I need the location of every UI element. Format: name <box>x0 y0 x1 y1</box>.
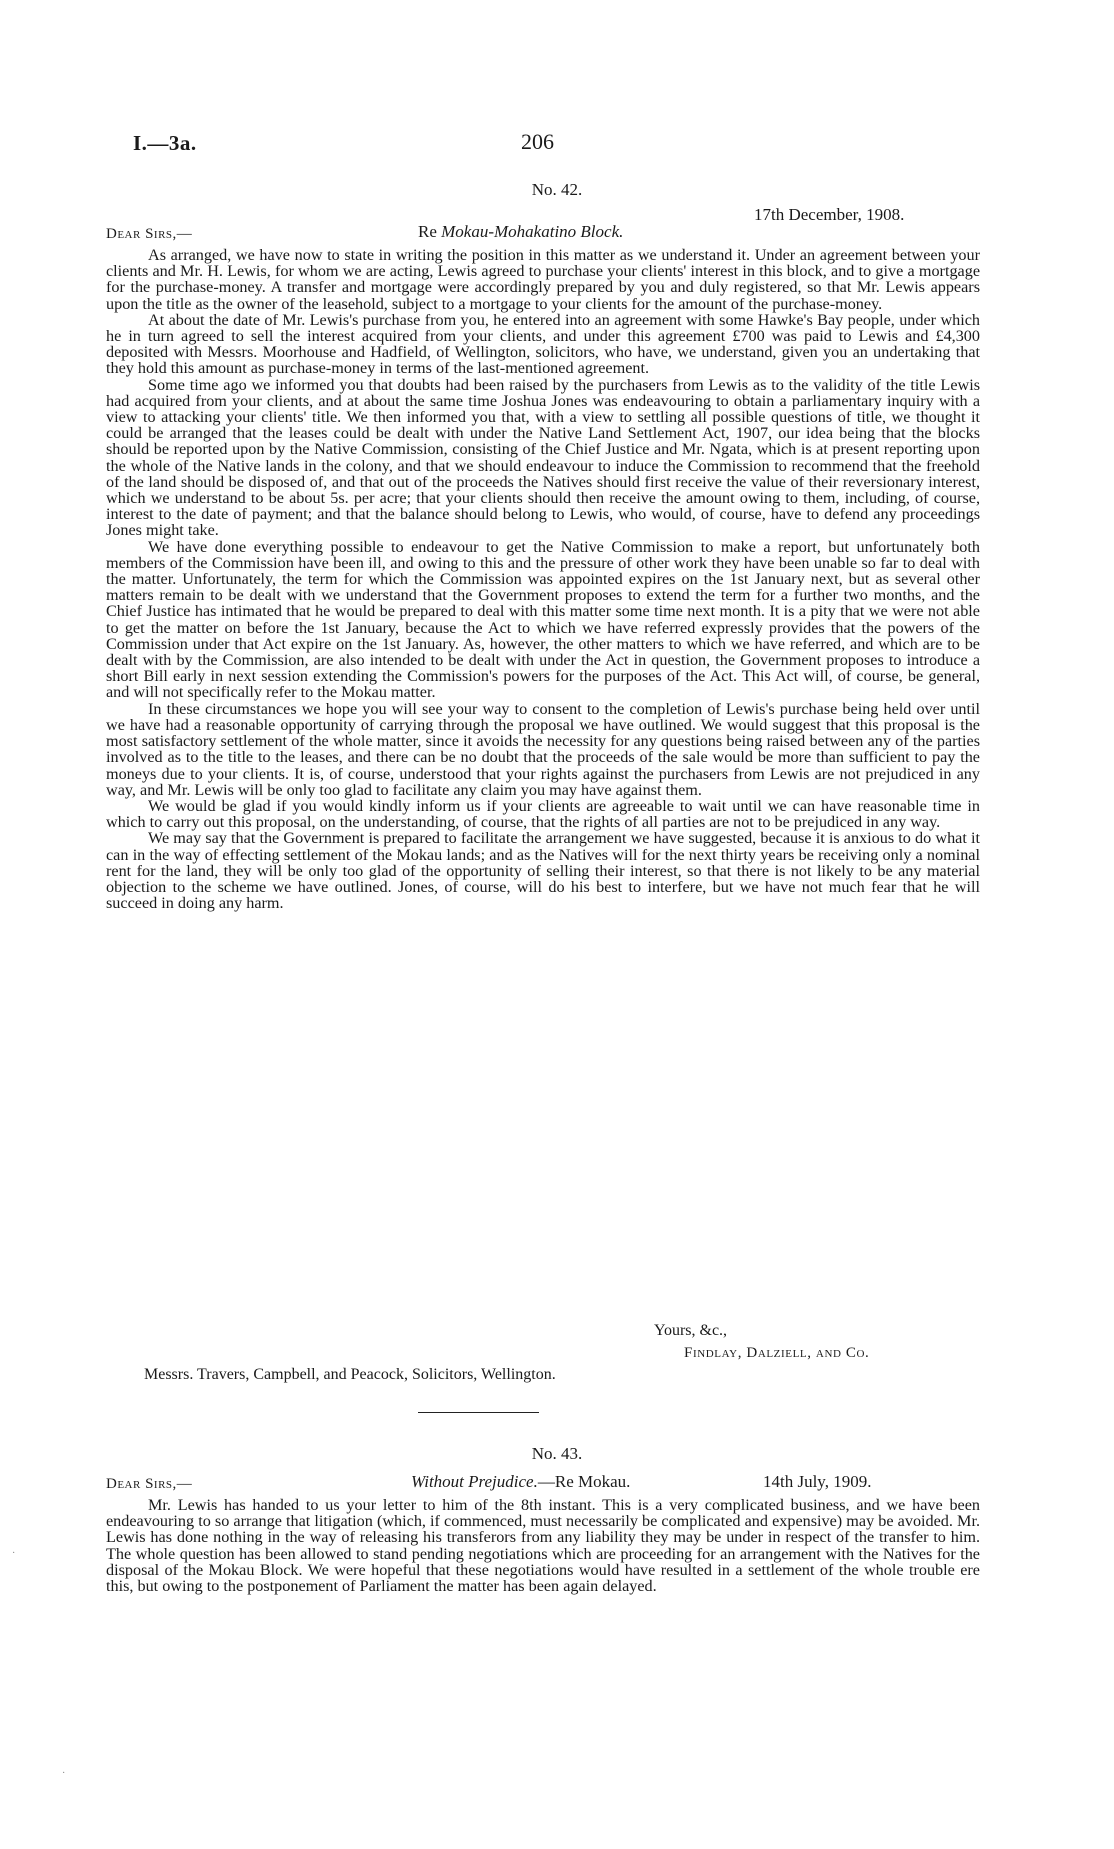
salutation: Dear Sirs,— <box>106 1476 193 1492</box>
letter-number: No. 42. <box>531 180 583 199</box>
paragraph: We have done everything possible to endeavour to get the Native Commission to make a report, but unfortunately both members of the Commission have been ill, and owing to this and the pressure of other work they have been unable so far to deal with the matter. Unfortunately, the term for which the Commission was appointed expires on the 1st January next, but as several other matters remain to be dealt with we understand that the Government proposes to extend the term for a further two months, and the Chief Justice has intimated that he would be prepared to deal with this matter some time next month. It is a pity that we were not able to get the matter on before the 1st January, because the Act to which we have referred expressly provides that the powers of the Commission under that Act expire on the 1st January. As, however, the other matters to which we have referred, and which are to be dealt with by the Commission, are also intended to be dealt with under the Act in question, the Government proposes to introduce a short Bill early in next session extending the Commission's powers for the purposes of the Act. This Act will, of course, be general, and will not specifically refer to the Mokau matter. <box>106 537 980 702</box>
paragraph: At about the date of Mr. Lewis's purchase from you, he entered into an agreement with some Hawke's Bay people, under which he in turn agreed to sell the interest acquired from your clients, and under this agreement £700 was paid to Lewis and £4,300 deposited with Messrs. Moorhouse and Hadfield, of Wellington, solicitors, who have, we understand, given you an undertaking that they hold this amount as purchase-money in terms of the last-mentioned agreement. <box>106 310 980 378</box>
subject-name: —Re Mokau. <box>537 1472 631 1491</box>
section-divider <box>418 1412 539 1413</box>
paragraph: We may say that the Government is prepared to facilitate the arrangement we have suggested, because it is anxious to do what it can in the way of effecting settlement of the Mokau lands; and as the Natives will for the next thirty years be receiving only a nominal rent for the land, they will be only too glad of the opportunity of selling their interest, so that there is not likely to be any material objection to the scheme we have outlined. Jones, of course, will do his best to interfere, but we have not much fear that he will succeed in doing any harm. <box>106 829 980 913</box>
letter-subject <box>418 222 623 242</box>
subject-name: Mokau-Mohakatino Block. <box>441 222 624 241</box>
paragraph: Mr. Lewis has handed to us your letter to him of the 8th instant. This is a very complicated business, and we have been endeavouring to so arrange that litigation (which, if commenced, must necessarily be complicated and expensive) may be avoided. Mr. Lewis has done nothing in the way of releasing his transferors from any liability they may be under in respect of the transfer to him. The whole question has been allowed to stand pending negotiations which are proceeding for an arrangement with the Natives for the disposal of the Mokau Block. We were hopeful that these negotiations would have resulted in a settlement of the whole trouble ere this, but owing to the postponement of Parliament the matter has been again delayed. <box>106 1496 980 1596</box>
paragraph: Some time ago we informed you that doubts had been raised by the purchasers from Lewis as to the validity of the title Lewis had acquired from your clients, and at about the same time Joshua Jones was endeavouring to obtain a parliamentary inquiry with a view to attacking your clients' title. We then informed you that, with a view to settling all possible questions of title, we thought it could be arranged that the leases could be dealt with under the Native Land Settlement Act, 1907, our idea being that the blocks should be reported upon by the Native Commission, consisting of the Chief Justice and Mr. Ngata, which is at present reporting upon the whole of the Native lands in the colony, and that we should endeavour to induce the Commission to recommend that the freehold of the land should be disposed of, and that out of the proceeds the Natives should first receive the value of their reversionary interest, which we understand to be about 5s. per acre; that your clients should then receive the amount owing to them, including, of course, interest to the date of payment; and that the balance should belong to Lewis, who would, of course, have to defend any proceedings Jones might take. <box>106 375 980 540</box>
document-reference: I.—3a. <box>133 131 197 155</box>
letter-date: 17th December, 1908. <box>754 205 905 224</box>
letter-body <box>106 1497 980 1594</box>
letter-subject <box>411 1472 630 1492</box>
closing: Yours, &c., <box>654 1322 728 1339</box>
margin-dot: · <box>12 1548 16 1559</box>
letter-number: No. 43. <box>531 1444 583 1463</box>
letter-date: 14th July, 1909. <box>763 1472 872 1491</box>
paragraph: We would be glad if you would kindly inform us if your clients are agreeable to wait until we can have reasonable time in which to carry out this proposal, on the understanding, of course, that the rights of all parties are not to be prejudiced in any way. <box>106 796 980 832</box>
addressee: Messrs. Travers, Campbell, and Peacock, Solicitors, Wellington. <box>144 1366 556 1383</box>
letter-body <box>106 247 980 911</box>
paragraph: As arranged, we have now to state in writing the position in this matter as we understand it. Under an agreement between your clients and Mr. H. Lewis, for whom we are acting, Lewis agreed to purchase your clients' interest in this block, and to give a mortgage for the purchase-money. A transfer and mortgage were accordingly prepared by you and duly registered, so that Mr. Lewis appears upon the title as the owner of the leasehold, subject to a mortgage to your clients for the amount of the purchase-money. <box>106 246 980 313</box>
page-number: 206 <box>521 129 554 154</box>
salutation: Dear Sirs,— <box>106 226 193 242</box>
paragraph: In these circumstances we hope you will see your way to consent to the completion of Lewis's purchase being held over until we have had a reasonable opportunity of carrying through the proposal we have outlined. We would suggest that this proposal is the most satisfactory settlement of the whole matter, since it avoids the necessity for any questions being raised between any of the parties involved as to the title to the leases, and there can be no doubt that the proceeds of the sale would be more than sufficient to pay the moneys due to your clients. It is, of course, understood that your rights against the purchasers from Lewis are not prejudiced in any way, and Mr. Lewis will be only too glad to facilitate any claim you may have against them. <box>106 699 980 799</box>
subject-prefix: Re <box>418 222 442 241</box>
margin-dot: · <box>62 1768 66 1779</box>
subject-prefix: Without Prejudice. <box>411 1472 538 1491</box>
signature: Findlay, Dalziell, and Co. <box>684 1345 870 1361</box>
